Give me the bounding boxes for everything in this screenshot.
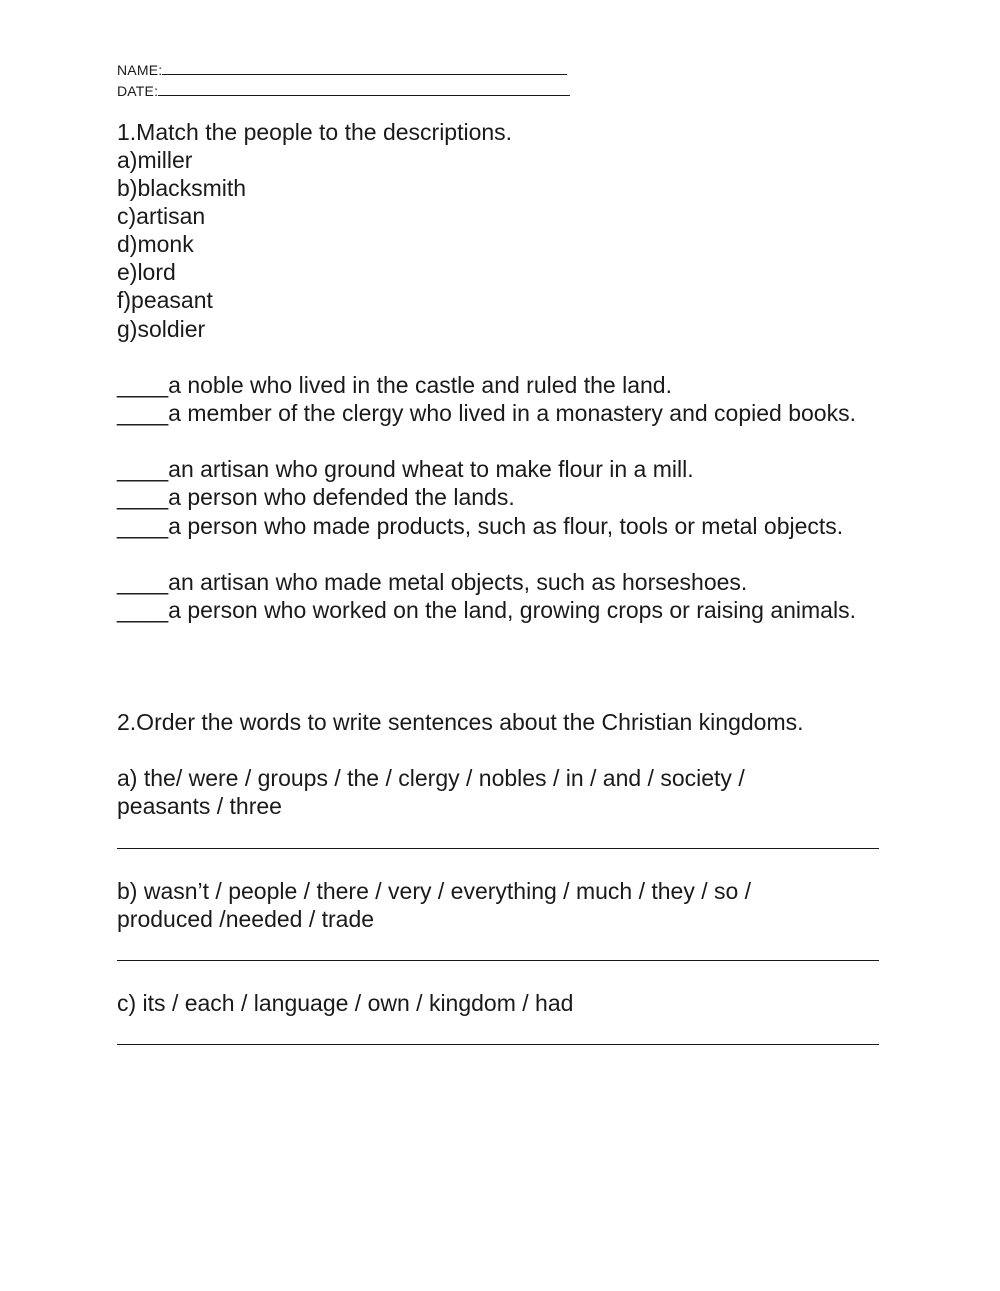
answer-line-b[interactable]	[117, 960, 879, 961]
section2-title: 2.Order the words to write sentences about the Christian kingdoms.	[117, 709, 804, 735]
option-item: b)blacksmith	[117, 175, 247, 201]
answer-line-c[interactable]	[117, 1044, 879, 1045]
description-item: ____a person who defended the lands.	[117, 484, 515, 510]
order-item-b: b) wasn’t / people / there / very / everything / much / they / so / produced /needed / trade	[117, 878, 752, 932]
date-label: DATE:	[117, 83, 159, 99]
name-field-row	[117, 61, 567, 79]
option-item: g)soldier	[117, 316, 206, 342]
option-item: d)monk	[117, 231, 194, 257]
name-blank-line[interactable]	[162, 62, 567, 75]
description-item: ____a person who made products, such as flour, tools or metal objects.	[117, 513, 844, 539]
description-item: ____an artisan who made metal objects, such as horseshoes.	[117, 569, 748, 595]
order-item-c: c) its / each / language / own / kingdom / had	[117, 990, 574, 1016]
option-item: e)lord	[117, 259, 176, 285]
description-item: ____an artisan who ground wheat to make flour in a mill.	[117, 456, 694, 482]
option-item: a)miller	[117, 147, 193, 173]
option-item: f)peasant	[117, 287, 213, 313]
section1-title: 1.Match the people to the descriptions.	[117, 119, 513, 145]
date-blank-line[interactable]	[158, 83, 570, 96]
date-field-row	[117, 82, 570, 100]
option-item: c)artisan	[117, 203, 206, 229]
description-item: ____a noble who lived in the castle and ruled the land.	[117, 372, 672, 398]
answer-line-a[interactable]	[117, 848, 879, 849]
description-item: ____a member of the clergy who lived in a monastery and copied books.	[117, 400, 856, 426]
order-item-a: a) the/ were / groups / the / clergy / nobles / in / and / society / peasants / three	[117, 765, 745, 819]
description-item: ____a person who worked on the land, growing crops or raising animals.	[117, 597, 856, 623]
name-label: NAME:	[117, 62, 163, 78]
